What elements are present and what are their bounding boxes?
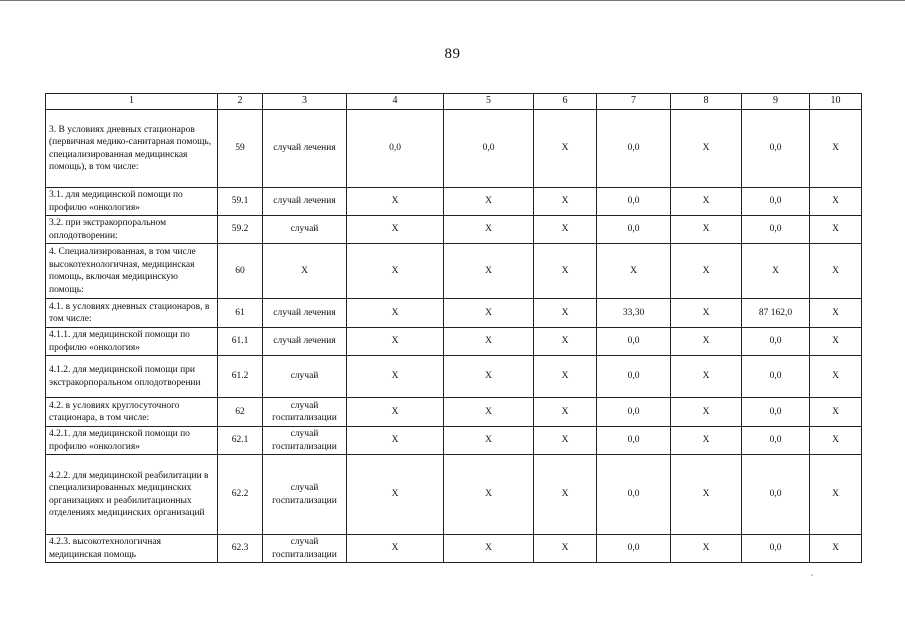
row-code: 62	[218, 398, 263, 427]
row-value: Х	[597, 244, 671, 299]
row-value: Х	[444, 216, 534, 244]
table-row	[46, 535, 862, 563]
row-value: 0,0	[742, 188, 810, 216]
row-value: Х	[444, 455, 534, 535]
row-code: 60	[218, 244, 263, 299]
row-value: Х	[671, 356, 742, 398]
row-value: Х	[347, 328, 444, 356]
row-value: Х	[810, 244, 862, 299]
column-header: 10	[810, 94, 862, 110]
row-code: 62.1	[218, 427, 263, 455]
row-value: Х	[534, 188, 597, 216]
row-value: Х	[810, 356, 862, 398]
row-label: 4.2. в условиях круглосуточного стационара, в том числе:	[46, 398, 218, 427]
table-row	[46, 110, 862, 188]
row-value: Х	[671, 427, 742, 455]
row-unit: случай госпитализации	[263, 535, 347, 563]
row-value: Х	[671, 216, 742, 244]
row-value: Х	[347, 427, 444, 455]
row-label: 3.2. при экстракорпоральном оплодотворении:	[46, 216, 218, 244]
column-header: 3	[263, 94, 347, 110]
row-value: 0,0	[597, 427, 671, 455]
row-value: Х	[671, 455, 742, 535]
row-value: 0,0	[597, 398, 671, 427]
row-value: Х	[810, 110, 862, 188]
row-value: Х	[534, 455, 597, 535]
row-label: 4.2.3. высокотехнологичная медицинская помощь	[46, 535, 218, 563]
row-value: Х	[444, 328, 534, 356]
table-row	[46, 299, 862, 328]
row-value: Х	[444, 427, 534, 455]
row-value: Х	[534, 535, 597, 563]
row-value: Х	[671, 110, 742, 188]
table-row	[46, 455, 862, 535]
row-value: Х	[810, 398, 862, 427]
row-value: Х	[347, 356, 444, 398]
row-value: Х	[810, 427, 862, 455]
row-unit: случай	[263, 216, 347, 244]
row-value: 0,0	[742, 455, 810, 535]
row-value: Х	[347, 188, 444, 216]
column-header: 8	[671, 94, 742, 110]
row-value: Х	[534, 216, 597, 244]
row-code: 59.2	[218, 216, 263, 244]
row-value: 0,0	[742, 328, 810, 356]
row-value: Х	[810, 299, 862, 328]
top-scan-edge	[0, 0, 905, 1]
row-value: 0,0	[597, 328, 671, 356]
row-value: Х	[671, 244, 742, 299]
column-header: 6	[534, 94, 597, 110]
row-value: 0,0	[742, 110, 810, 188]
row-value: Х	[810, 188, 862, 216]
row-value: Х	[534, 110, 597, 188]
row-value: Х	[742, 244, 810, 299]
row-value: 33,30	[597, 299, 671, 328]
header-row	[46, 94, 862, 110]
row-label: 3. В условиях дневных стационаров (первичная медико-санитарная помощь, специализированная медицинская помощь), в том числе:	[46, 110, 218, 188]
row-code: 59.1	[218, 188, 263, 216]
row-label: 4. Специализированная, в том числе высокотехнологичная, медицинская помощь, включая медицинскую помощь:	[46, 244, 218, 299]
table-row	[46, 328, 862, 356]
row-unit: случай госпитализации	[263, 427, 347, 455]
row-value: Х	[671, 398, 742, 427]
row-value: Х	[534, 398, 597, 427]
row-value: Х	[534, 356, 597, 398]
row-value: 0,0	[444, 110, 534, 188]
row-value: Х	[671, 535, 742, 563]
row-value: Х	[444, 244, 534, 299]
row-unit: случай лечения	[263, 188, 347, 216]
table-row	[46, 427, 862, 455]
row-label: 4.2.2. для медицинской реабилитации в специализированных медицинских организациях и реабилитационных отделениях медицинских организаций	[46, 455, 218, 535]
row-value: Х	[444, 398, 534, 427]
row-label: 4.1.2. для медицинской помощи при экстракорпоральном оплодотворении	[46, 356, 218, 398]
table-row	[46, 216, 862, 244]
row-value: 0,0	[597, 110, 671, 188]
row-value: Х	[671, 188, 742, 216]
column-header: 9	[742, 94, 810, 110]
row-value: Х	[534, 299, 597, 328]
row-value: Х	[534, 427, 597, 455]
row-value: Х	[444, 535, 534, 563]
row-value: 0,0	[347, 110, 444, 188]
row-value: Х	[444, 299, 534, 328]
volume-table	[45, 93, 862, 563]
row-value: 0,0	[597, 455, 671, 535]
row-value: Х	[444, 188, 534, 216]
row-label: 4.1.1. для медицинской помощи по профилю «онкология»	[46, 328, 218, 356]
row-value: Х	[810, 328, 862, 356]
row-label: 3.1. для медицинской помощи по профилю «онкология»	[46, 188, 218, 216]
row-code: 61	[218, 299, 263, 328]
row-value: 0,0	[742, 398, 810, 427]
row-label: 4.2.1. для медицинской помощи по профилю «онкология»	[46, 427, 218, 455]
column-header: 7	[597, 94, 671, 110]
row-value: Х	[347, 398, 444, 427]
row-value: 0,0	[742, 356, 810, 398]
row-value: Х	[534, 328, 597, 356]
row-value: 0,0	[597, 535, 671, 563]
row-value: 87 162,0	[742, 299, 810, 328]
row-unit: случай лечения	[263, 328, 347, 356]
row-value: Х	[671, 299, 742, 328]
row-unit: случай госпитализации	[263, 455, 347, 535]
table-row	[46, 356, 862, 398]
row-value: 0,0	[742, 216, 810, 244]
row-value: 0,0	[597, 356, 671, 398]
column-header: 2	[218, 94, 263, 110]
row-value: 0,0	[597, 188, 671, 216]
row-code: 61.2	[218, 356, 263, 398]
row-label: 4.1. в условиях дневных стационаров, в том числе:	[46, 299, 218, 328]
row-code: 61.1	[218, 328, 263, 356]
column-header: 5	[444, 94, 534, 110]
row-unit: случай лечения	[263, 299, 347, 328]
table-row	[46, 244, 862, 299]
row-value: Х	[347, 216, 444, 244]
page-number: 89	[444, 46, 461, 62]
row-value: Х	[810, 216, 862, 244]
column-header: 1	[46, 94, 218, 110]
row-unit: случай	[263, 356, 347, 398]
row-code: 62.3	[218, 535, 263, 563]
table-row	[46, 398, 862, 427]
row-value: Х	[534, 244, 597, 299]
row-unit: случай лечения	[263, 110, 347, 188]
row-value: Х	[347, 535, 444, 563]
row-value: 0,0	[742, 427, 810, 455]
scan-speck	[811, 574, 813, 576]
column-header: 4	[347, 94, 444, 110]
row-value: 0,0	[597, 216, 671, 244]
row-unit: Х	[263, 244, 347, 299]
table-row	[46, 188, 862, 216]
row-value: Х	[347, 455, 444, 535]
row-value: Х	[810, 535, 862, 563]
row-value: Х	[347, 299, 444, 328]
row-unit: случай госпитализации	[263, 398, 347, 427]
row-value: Х	[671, 328, 742, 356]
row-value: Х	[444, 356, 534, 398]
row-code: 62.2	[218, 455, 263, 535]
row-value: Х	[810, 455, 862, 535]
row-code: 59	[218, 110, 263, 188]
row-value: Х	[347, 244, 444, 299]
row-value: 0,0	[742, 535, 810, 563]
